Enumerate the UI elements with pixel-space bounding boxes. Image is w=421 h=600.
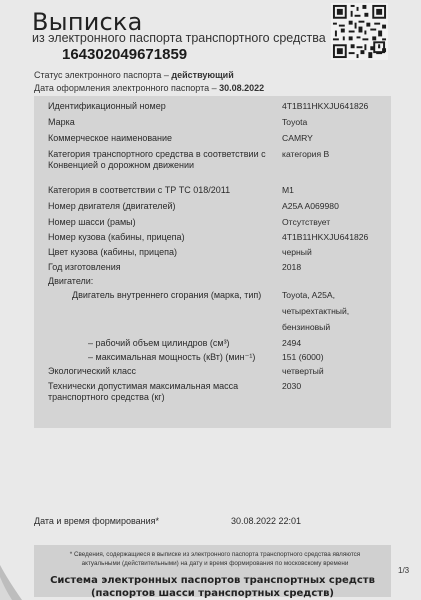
chassis-number-label: Номер шасси (рамы) [48, 217, 136, 227]
ice-value-line-1: Toyota, A25A, [282, 290, 336, 300]
formed-label: Дата и время формирования* [34, 516, 160, 526]
year-value: 2018 [282, 262, 302, 272]
commercial-name-label: Коммерческое наименование [48, 133, 173, 143]
brand-label: Марка [48, 117, 75, 127]
body-color-label: Цвет кузова (кабины, прицепа) [48, 247, 178, 257]
displacement-label: – рабочий объем цилиндров (см³) [88, 338, 230, 348]
page-number: 1/3 [398, 566, 410, 575]
eco-class-label: Экологический класс [48, 366, 136, 376]
category-tr-value: M1 [282, 185, 294, 195]
body-number-label: Номер кузова (кабины, прицепа) [48, 232, 185, 242]
max-power-value: 151 (6000) [282, 352, 324, 362]
commercial-name-value: CAMRY [282, 133, 313, 143]
max-mass-value: 2030 [282, 381, 302, 391]
passport-issue-date [34, 83, 264, 93]
ice-value-line-3: бензиновый [282, 322, 331, 332]
category-convention-value: категория B [282, 149, 330, 159]
engine-number-label: Номер двигателя (двигателей) [48, 201, 176, 211]
year-label: Год изготовления [48, 262, 121, 272]
formed-value: 30.08.2022 22:01 [231, 516, 302, 526]
displacement-value: 2494 [282, 338, 302, 348]
footnote: * Сведения, содержащиеся в выписке из электронного паспорта транспортного средства являются актуальными (действительными) на дату и время формирования по московскому времени [69, 551, 361, 567]
body-number-value: 4T1B11HKXJU641826 [282, 232, 369, 242]
document-title: Выписка [32, 8, 143, 36]
qr-code-icon [331, 3, 388, 60]
engine-number-value: A25A A069980 [282, 201, 339, 211]
passport-number: 164302049671859 [62, 46, 188, 63]
max-mass-label: Технически допустимая максимальная масса транспортного средства (кг) [48, 381, 239, 402]
document-subtitle: из электронного паспорта транспортного средства [32, 31, 326, 45]
passport-status [34, 70, 234, 80]
status-label: Статус электронного паспорта – [34, 70, 172, 80]
body-color-value: черный [282, 247, 312, 257]
max-power-label: – максимальная мощность (кВт) (мин⁻¹) [88, 352, 256, 362]
ice-value-line-2: четырехтактный, [282, 306, 350, 316]
system-name-line-2: (паспортов шасси транспортных средств) [90, 588, 334, 599]
eco-class-value: четвертый [282, 366, 324, 376]
status-value: действующий [171, 70, 234, 80]
ice-label: Двигатель внутреннего сгорания (марка, тип) [72, 290, 262, 300]
page-curl-shadow [0, 555, 40, 600]
brand-value: Toyota [282, 117, 308, 127]
issue-date-label: Дата оформления электронного паспорта – [34, 83, 220, 93]
chassis-number-value: Отсутствует [282, 217, 331, 227]
vin-label: Идентификационный номер [48, 101, 166, 111]
system-name-line-1: Система электронных паспортов транспортных средств [50, 575, 375, 586]
category-tr-label: Категория в соответствии с ТР ТС 018/2011 [48, 185, 231, 195]
system-name [34, 574, 391, 600]
vin-value: 4T1B11HKXJU641826 [282, 101, 369, 111]
category-convention-label: Категория транспортного средства в соответствии с Конвенцией о дорожном движении [48, 149, 266, 170]
issue-date-value: 30.08.2022 [219, 83, 265, 93]
engines-heading: Двигатели: [48, 276, 94, 286]
